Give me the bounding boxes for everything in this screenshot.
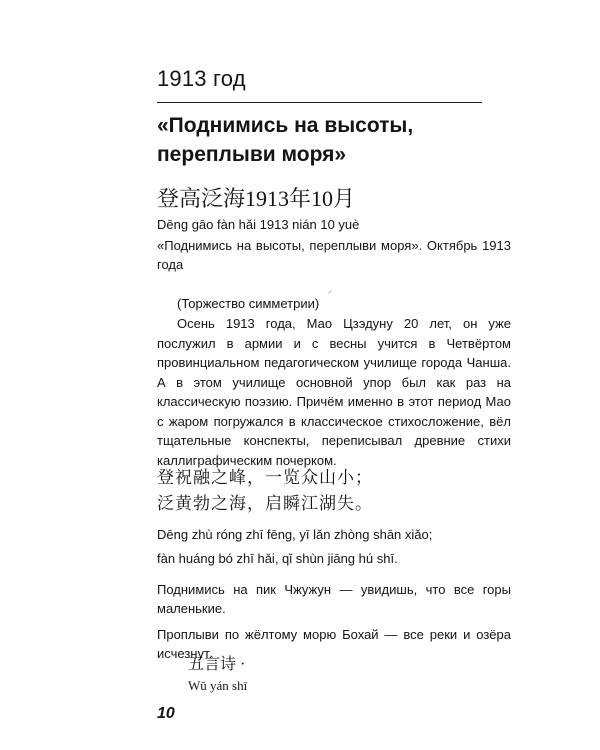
body-paragraph: Осень 1913 года, Мао Цзэдуну 20 лет, он уже послужил в армии и с весны учится в Четвёртом провинциальном педагогическом училище города Чанша. А в этом училище основной упор был как раз на классическую поэзию. Причём именно в этот период Мао с жаром погружался в классическое стихосложение, вёл тщательные конспекты, переписывал древние стихи каллиграфическим почерком. — [157, 316, 511, 468]
poem-chinese — [157, 465, 373, 517]
page-number: 10 — [157, 705, 175, 722]
poem-chinese-line-1: 登祝融之峰，一览众山小； — [157, 468, 373, 487]
poem-title-chinese: 登高泛海1913年10月 — [157, 186, 356, 211]
stray-mark: ⸝ — [328, 285, 333, 295]
poem-title-pinyin: Dēng gāo fàn hǎi 1913 nián 10 yuè — [157, 217, 360, 232]
chapter-title-line-1: «Поднимись на высоты, — [157, 114, 414, 137]
poem-form-chinese: 五言诗 · — [188, 656, 246, 673]
poem-pinyin — [157, 523, 432, 571]
poem-pinyin-line-1: Dēng zhù róng zhī fēng, yī lǎn zhòng shān xiǎo; — [157, 527, 433, 542]
chapter-title-line-2: переплыви моря» — [157, 143, 347, 166]
section-year-heading: 1913 год — [157, 66, 246, 91]
chapter-title — [157, 111, 497, 169]
heading-divider — [157, 102, 482, 103]
poem-chinese-line-2: 泛黄勃之海，启瞬江湖失。 — [157, 494, 373, 513]
poem-title-russian: «Поднимись на высоты, переплыви моря». Октябрь 1913 года — [157, 238, 511, 272]
poem-pinyin-line-2: fàn huáng bó zhī hǎi, qǐ shùn jiāng hú shī. — [157, 551, 398, 566]
section-subtitle: (Торжество симметрии) — [177, 296, 320, 311]
poem-form-pinyin: Wǔ yán shī — [188, 678, 248, 693]
poem-russian-line-1: Поднимись на пик Чжужун — увидишь, что все горы маленькие. — [157, 582, 511, 616]
poem-russian-line-2: Проплыви по жёлтому морю Бохай — все реки и озёра исчезнут. — [157, 627, 511, 661]
